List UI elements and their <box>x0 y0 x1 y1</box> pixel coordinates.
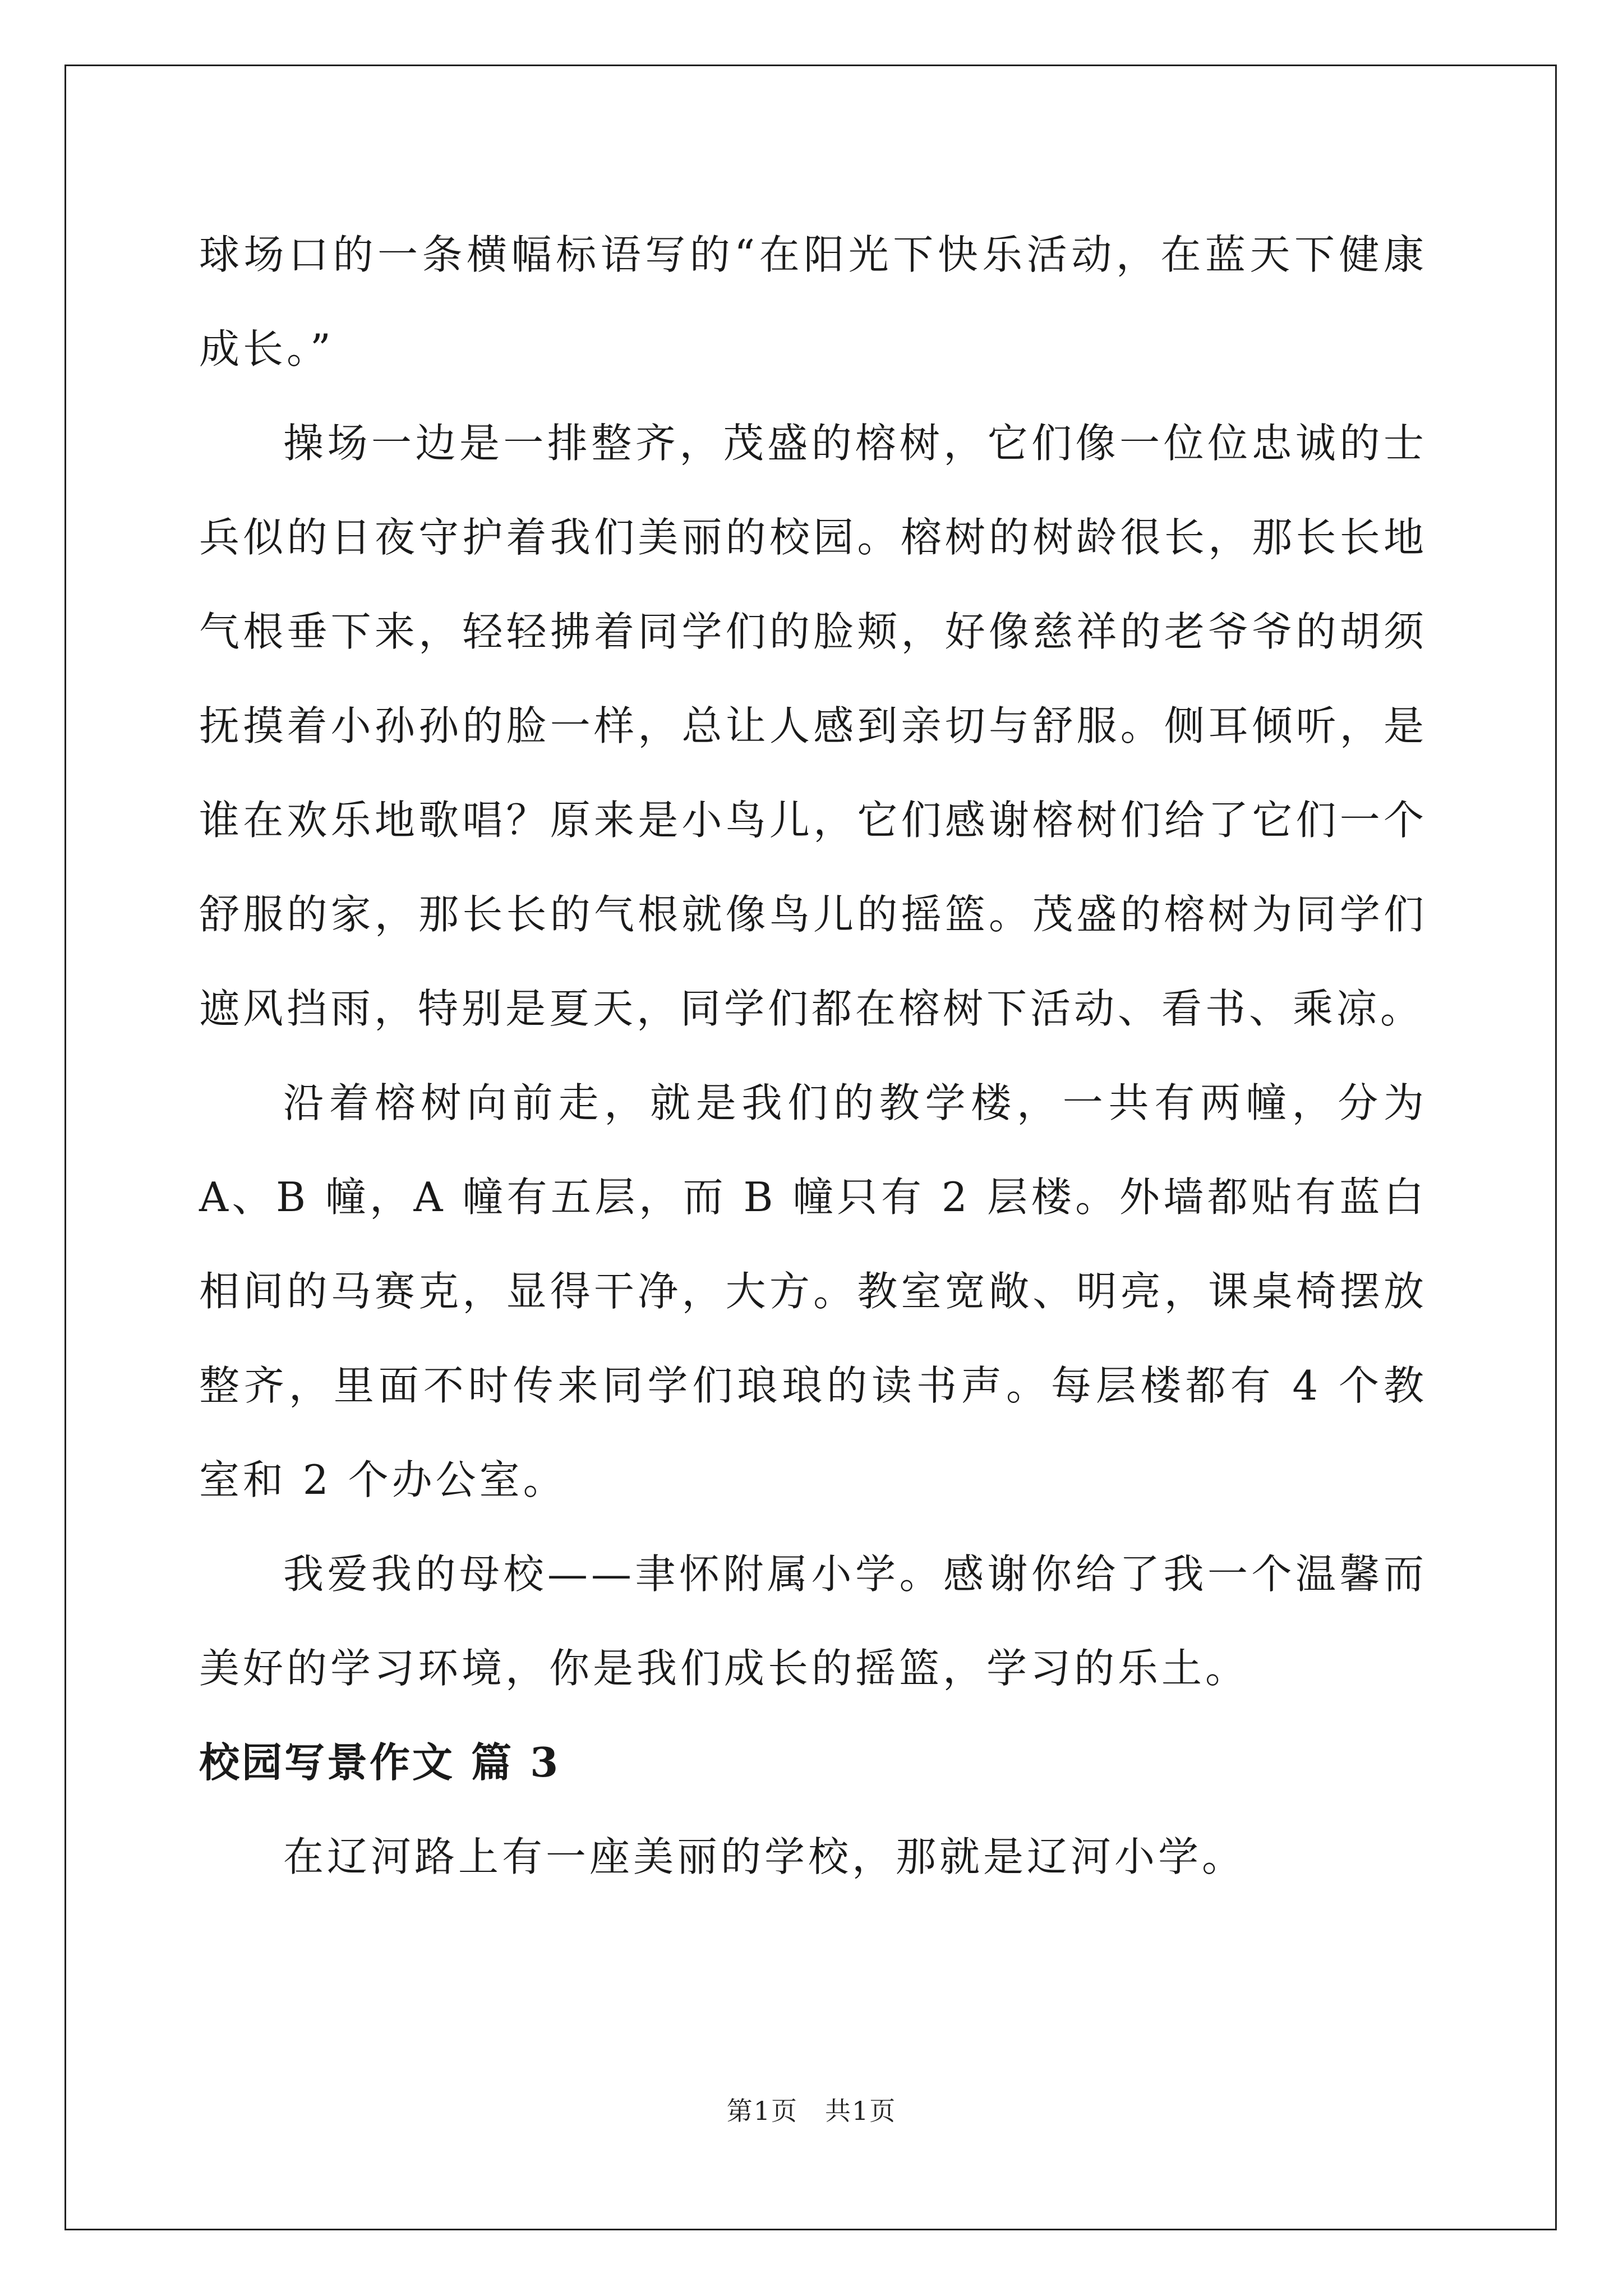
paragraph-1: 球场口的一条横幅标语写的“在阳光下快乐活动，在蓝天下健康成长。” <box>199 231 1427 372</box>
page-number: 第1页 共1页 <box>726 2096 897 2126</box>
paragraph-3: 沿着榕树向前走，就是我们的教学楼，一共有两幢，分为 A、B 幢，A 幢有五层，而 B 幢只有 2 层楼。外墙都贴有蓝白相间的马赛克，显得干净，大方。教室宽敞、明亮，课桌椅摆放整齐，里面不时传来同学们琅琅的读书声。每层楼都有 4 个教室和 2 个办公室。 <box>199 1079 1427 1503</box>
section-heading: 校园写景作文 篇 3 <box>199 1738 561 1786</box>
paragraph-4: 我爱我的母校——聿怀附属小学。感谢你给了我一个温馨而美好的学习环境，你是我们成长的摇篮，学习的乐土。 <box>199 1550 1427 1692</box>
paragraph-2: 操场一边是一排整齐，茂盛的榕树，它们像一位位忠诚的士兵似的日夜守护着我们美丽的校园。榕树的树龄很长，那长长地气根垂下来，轻轻拂着同学们的脸颊，好像慈祥的老爷爷的胡须抚摸着小孙孙的脸一样，总让人感到亲切与舒服。侧耳倾听，是谁在欢乐地歌唱？原来是小鸟儿，它们感谢榕树们给了它们一个舒服的家，那长长的气根就像鸟儿的摇篮。茂盛的榕树为同学们遮风挡雨，特别是夏天，同学们都在榕树下活动、看书、乘凉。 <box>199 420 1427 1032</box>
paragraph-5: 在辽河路上有一座美丽的学校，那就是辽河小学。 <box>283 1833 1246 1880</box>
document-body <box>199 208 1427 1904</box>
